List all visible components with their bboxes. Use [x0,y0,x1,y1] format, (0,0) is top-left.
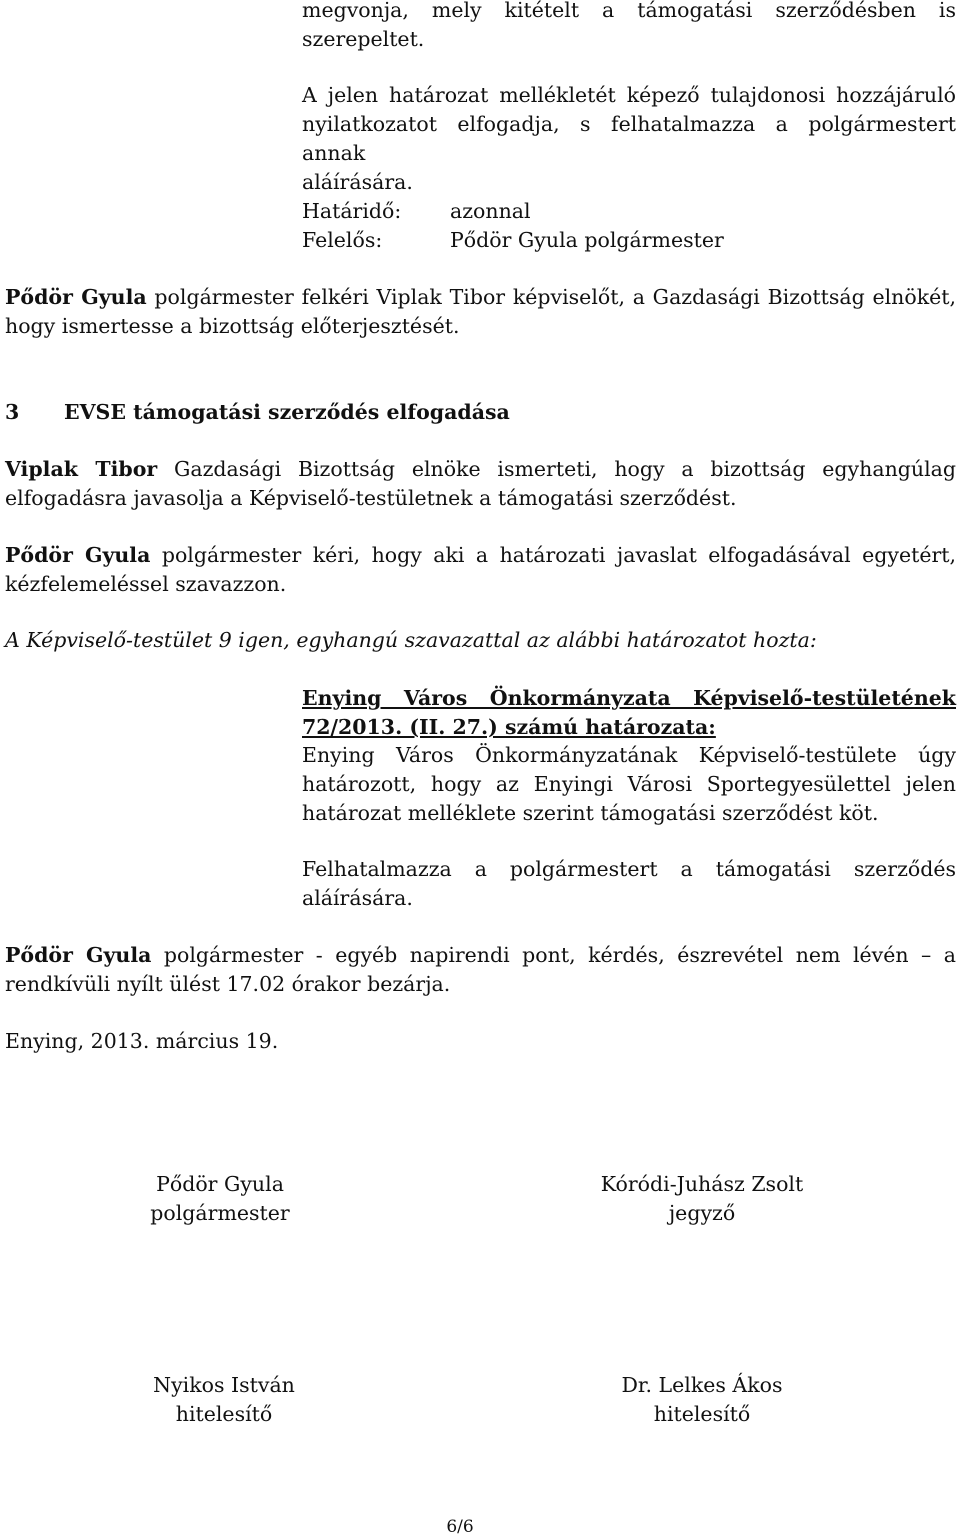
text-line: Felhatalmazza a polgármestert a támogatási szerződés [302,857,956,881]
text-line [5,455,956,484]
text-line: határozott, hogy az Enyingi Városi Sportegyesülettel jelen [302,772,956,796]
resolution-heading [302,684,956,742]
deadline-label: Határidő: [302,199,402,223]
text-fragment: polgármester kéri, hogy aki a határozati javaslat elfogadásával egyetért, [150,543,957,567]
text-line: nyilatkozatot elfogadja, s felhatalmazza a polgármestert annak [302,112,956,165]
signature-authenticator-2 [584,1371,820,1429]
closing-paragraph [5,941,956,999]
signatory-title: jegyző [668,1201,736,1225]
text-fragment: polgármester felkéri Viplak Tibor képviselőt, a Gazdasági Bizottság elnökét, [146,285,956,309]
resolution-authorization [302,855,956,913]
text-line: Enying Város Önkormányzatának Képviselő-testülete úgy [302,743,956,767]
text-line: kézfelemeléssel szavazzon. [5,572,287,596]
speaker-name: Viplak Tibor [5,457,158,481]
text-line: rendkívüli nyílt ülést 17.02 órakor bezárja. [5,972,451,996]
signature-notary [572,1170,832,1228]
responsible-label: Felelős: [302,228,383,252]
vote-request-paragraph [5,541,956,599]
text-line [5,941,956,970]
deadline-value: azonnal [450,199,531,223]
text-line: hogy ismertesse a bizottság előterjesztését. [5,314,460,338]
resolution-body [302,741,956,828]
text-line [5,283,956,312]
text-line: aláírására. [302,886,413,910]
text-fragment: polgármester - egyéb napirendi pont, kérdés, észrevétel nem lévén – a [151,943,957,967]
mayor-request-paragraph [5,283,956,341]
signatory-title: hitelesítő [653,1402,751,1426]
committee-report-paragraph [5,455,956,513]
speaker-name: Pődör Gyula [5,543,151,567]
vote-result: A Képviselő-testület 9 igen, egyhangú szavazattal az alábbi határozatot hozta: [5,628,817,652]
text-line: szerepeltet. [302,27,425,51]
speaker-name: Pődör Gyula [5,285,147,309]
text-fragment: Gazdasági Bizottság elnöke ismerteti, hogy a bizottság egyhangúlag [157,457,956,481]
text-line: A jelen határozat mellékletét képező tulajdonosi hozzájáruló [302,83,956,107]
text-line: megvonja, mely kitételt a támogatási szerződésben is [302,0,956,22]
section-number: 3 [5,400,20,424]
section-title: EVSE támogatási szerződés elfogadása [64,400,510,424]
place-date: Enying, 2013. március 19. [5,1029,279,1053]
signatory-title: polgármester [150,1201,290,1225]
paragraph-continuation [302,0,956,54]
signature-mayor [100,1170,340,1228]
responsible-value: Pődör Gyula polgármester [450,228,724,252]
signatory-name: Kóródi-Juhász Zsolt [600,1172,804,1196]
page-number: 6/6 [446,1517,474,1537]
speaker-name: Pődör Gyula [5,943,152,967]
signatory-name: Pődör Gyula [156,1172,284,1196]
signatory-name: Dr. Lelkes Ákos [621,1373,783,1397]
resolution-heading-line: Enying Város Önkormányzata Képviselő-testületének [302,686,956,710]
resolution-heading-line: 72/2013. (II. 27.) számú határozata: [302,715,716,739]
authorization-paragraph [302,81,956,197]
text-line: elfogadásra javasolja a Képviselő-testületnek a támogatási szerződést. [5,486,737,510]
signatory-title: hitelesítő [175,1402,273,1426]
text-line [5,541,956,570]
signatory-name: Nyikos István [153,1373,295,1397]
text-line: aláírására. [302,170,413,194]
signature-authenticator-1 [100,1371,348,1429]
text-line: határozat melléklete szerint támogatási szerződést köt. [302,801,879,825]
